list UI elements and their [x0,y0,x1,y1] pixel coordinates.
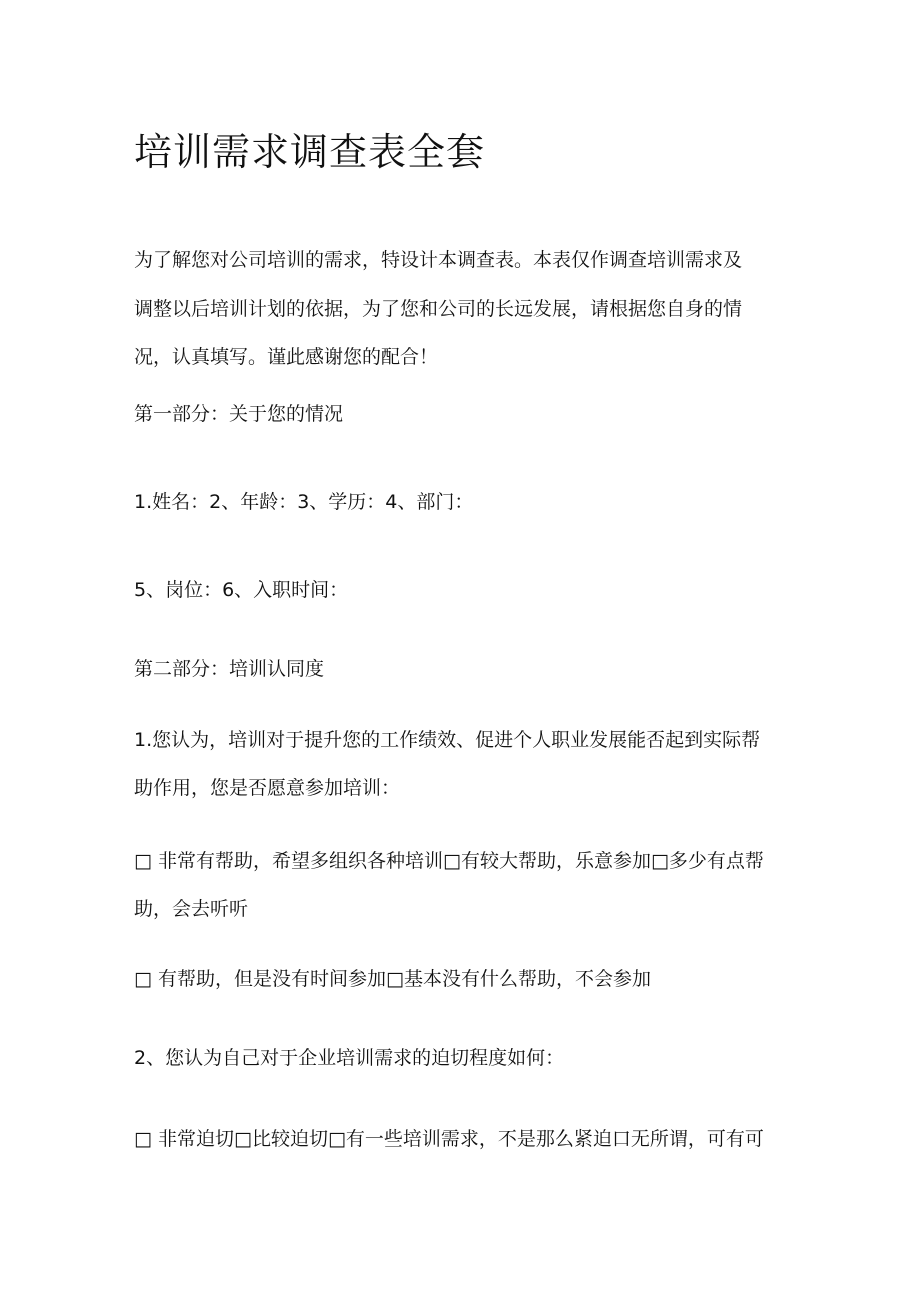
q1-options-line-1-cont: 助，会去听听 [134,898,249,920]
part2-heading: 第二部分：培训认同度 [134,658,325,680]
q2-text: 2、您认为自己对于企业培训需求的迫切程度如何： [134,1047,565,1069]
intro-line-1: 为了解您对公司培训的需求，特设计本调查表。本表仅作调查培训需求及 [134,249,743,271]
intro-line-3: 况，认真填写。谨此感谢您的配合！ [134,346,439,368]
q1-text-line-1: 1.您认为，培训对于提升您的工作绩效、促进个人职业发展能否起到实际帮 [134,729,761,751]
part1-fields-line-1: 1.姓名：2、年龄：3、学历：4、部门： [134,491,474,513]
part1-fields-line-2: 5、岗位：6、入职时间： [134,579,349,601]
q2-options-line-1: □ 非常迫切□比较迫切□有一些培训需求，不是那么紧迫口无所谓，可有可 [134,1128,764,1150]
q1-options-line-2: □ 有帮助，但是没有时间参加□基本没有什么帮助，不会参加 [134,968,651,990]
document-title: 培训需求调查表全套 [134,130,486,174]
part1-heading: 第一部分：关于您的情况 [134,403,344,425]
q1-text-line-2: 助作用，您是否愿意参加培训： [134,777,401,799]
intro-line-2: 调整以后培训计划的依据，为了您和公司的长远发展，请根据您自身的情 [134,298,743,320]
q1-options-line-1: □ 非常有帮助，希望多组织各种培训□有较大帮助，乐意参加□多少有点帮 [134,850,764,872]
